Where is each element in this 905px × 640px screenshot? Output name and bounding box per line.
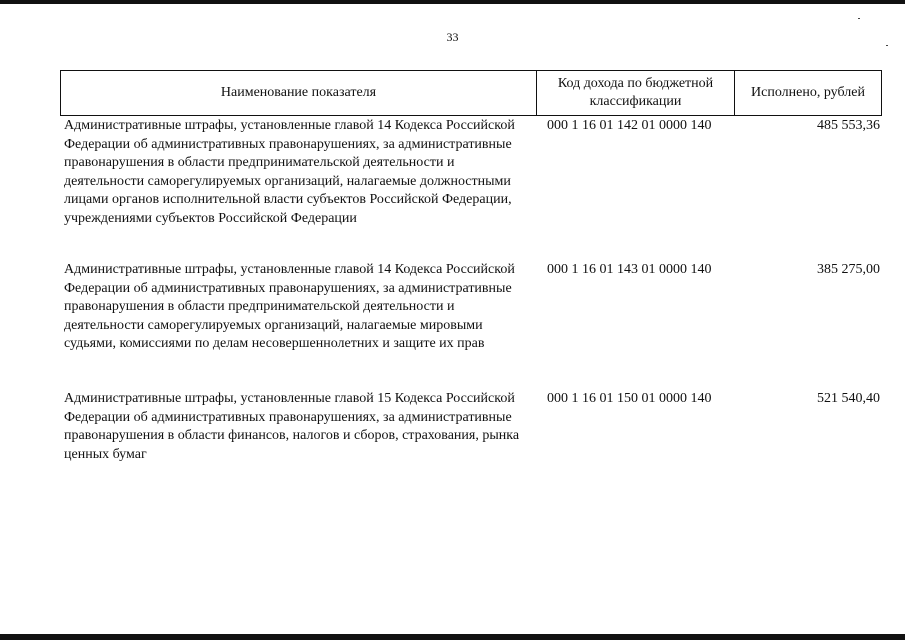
page-number: 33 bbox=[446, 30, 459, 44]
row-description: Административные штрафы, установленные главой 14 Кодекса Российской Федерации об административных правонарушениях, за административные правонарушения в области предпринимательской деятельности и деятельности саморегулируемых организаций, налагаемые должностными лицами органов исполнительной власти субъектов Российской Федерации, учреждениями субъектов Российской Федерации bbox=[64, 118, 515, 226]
scan-artifact bbox=[886, 45, 888, 46]
table-header bbox=[60, 70, 882, 116]
top-scan-border bbox=[0, 0, 905, 4]
header-name: Наименование показателя bbox=[61, 71, 537, 115]
bottom-scan-border bbox=[0, 634, 905, 640]
row-amount: 521 540,40 bbox=[817, 391, 880, 406]
row-amount: 385 275,00 bbox=[817, 262, 880, 277]
row-description: Административные штрафы, установленные главой 14 Кодекса Российской Федерации об административных правонарушениях, за административные правонарушения в области предпринимательской деятельности и деятельности саморегулируемых организаций, налагаемые мировыми судьями, комиссиями по делам несовершеннолетних и защите их прав bbox=[64, 262, 515, 351]
row-description: Административные штрафы, установленные главой 15 Кодекса Российской Федерации об административных правонарушениях, за административные правонарушения в области финансов, налогов и сборов, страхования, рынка ценных бумаг bbox=[64, 391, 520, 462]
row-code: 000 1 16 01 142 01 0000 140 bbox=[547, 118, 712, 133]
scan-artifact bbox=[858, 18, 860, 19]
header-amount: Исполнено, рублей bbox=[751, 85, 865, 100]
header-code: Код дохода по бюджетной классификации bbox=[537, 71, 735, 115]
row-amount: 485 553,36 bbox=[817, 118, 880, 133]
row-code: 000 1 16 01 150 01 0000 140 bbox=[547, 391, 712, 406]
row-code: 000 1 16 01 143 01 0000 140 bbox=[547, 262, 712, 277]
